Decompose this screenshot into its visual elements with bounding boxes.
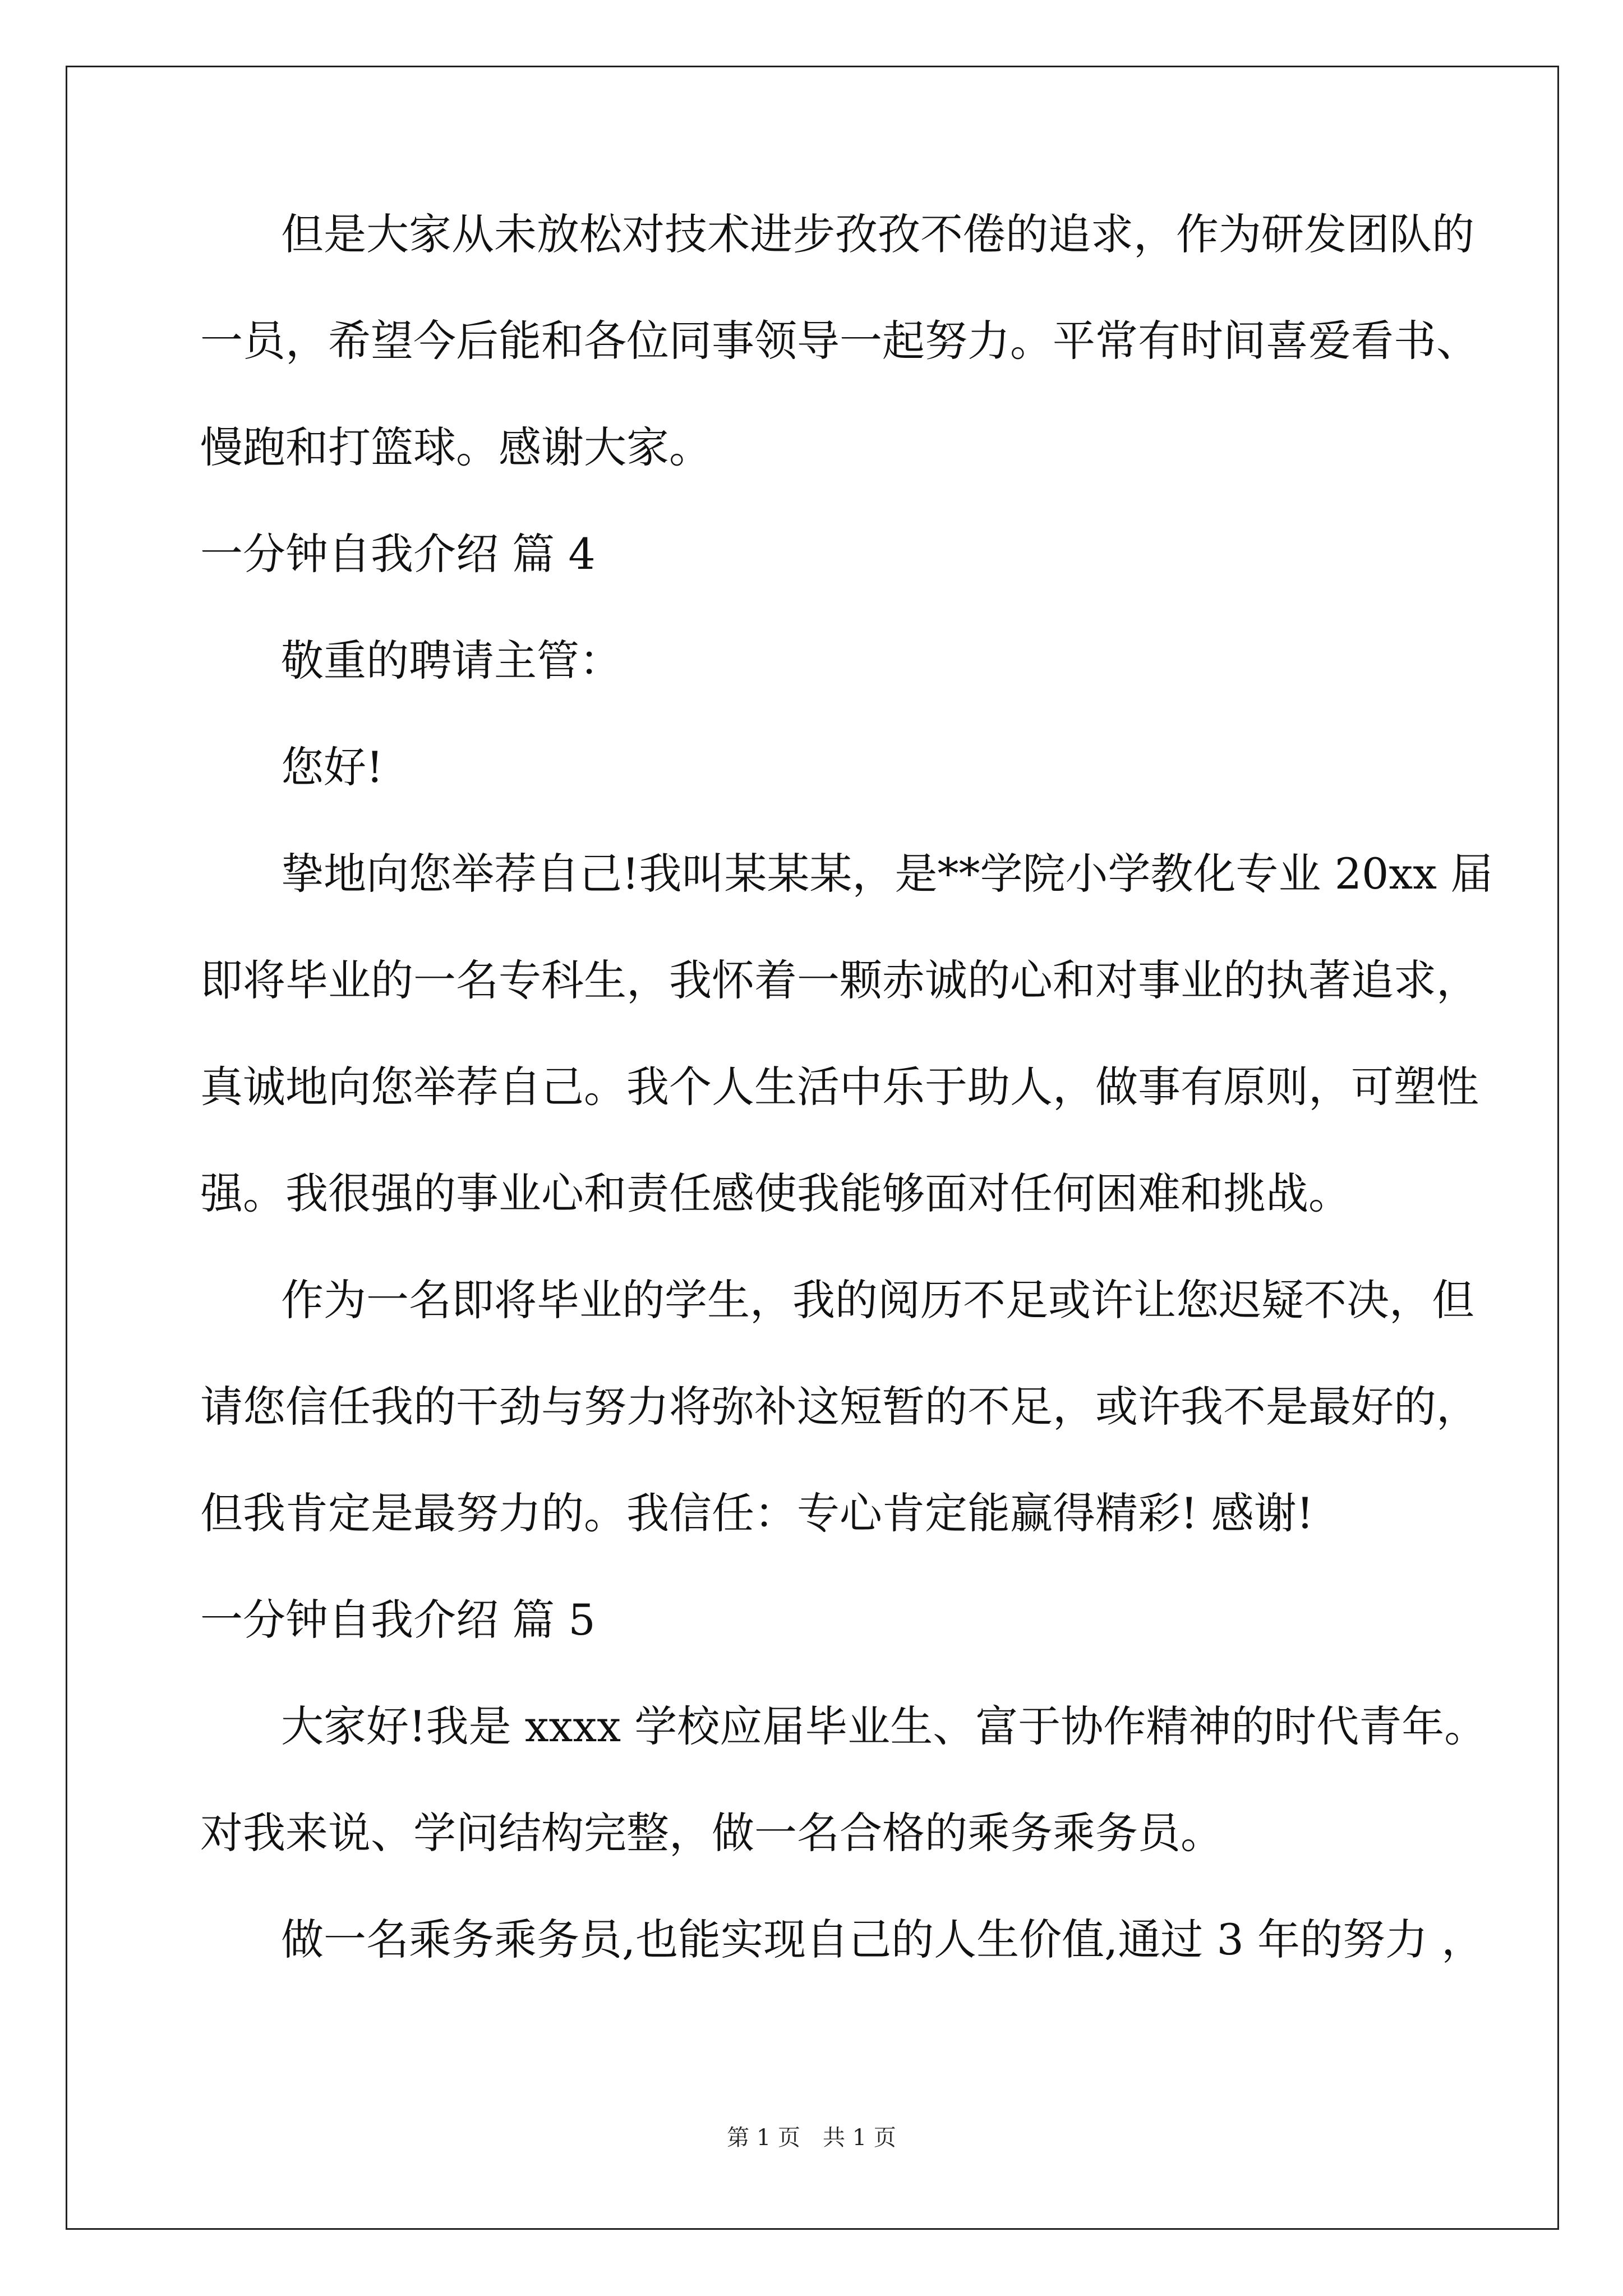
paragraph-line: 大家好!我是 xxxx 学校应届毕业生、富于协作精神的时代青年。 [281, 1701, 1487, 1751]
paragraph-line: 请您信任我的干劲与努力将弥补这短暂的不足，或许我不是最好的， [200, 1382, 1479, 1432]
section-heading-4: 一分钟自我介绍 篇 4 [200, 529, 596, 579]
paragraph-line: 真诚地向您举荐自己。我个人生活中乐于助人，做事有原则，可塑性 [200, 1062, 1479, 1112]
paragraph-line: 挚地向您举荐自己!我叫某某某，是**学院小学教化专业 20xx 届 [281, 849, 1493, 899]
paragraph-line: 对我来说、学问结构完整，做一名合格的乘务乘务员。 [200, 1808, 1223, 1858]
paragraph-line: 但是大家从未放松对技术进步孜孜不倦的追求，作为研发团队的 [281, 209, 1474, 259]
section-heading-5: 一分钟自我介绍 篇 5 [200, 1595, 596, 1645]
page-number-footer: 第 1 页 共 1 页 [727, 2125, 896, 2151]
document-body [200, 209, 1493, 2025]
paragraph-line: 做一名乘务乘务员,也能实现自己的人生价值,通过 3 年的努力 ， [281, 1915, 1484, 1964]
paragraph-line: 作为一名即将毕业的学生，我的阅历不足或许让您迟疑不决，但 [281, 1275, 1474, 1325]
paragraph-line: 强。我很强的事业心和责任感使我能够面对任何困难和挑战。 [200, 1168, 1351, 1218]
salutation: 敬重的聘请主管： [281, 636, 622, 685]
paragraph-line: 但我肯定是最努力的。我信任：专心肯定能赢得精彩! 感谢! [200, 1488, 1314, 1538]
paragraph-line: 慢跑和打篮球。感谢大家。 [200, 422, 712, 472]
paragraph-line: 即将毕业的一名专科生，我怀着一颗赤诚的心和对事业的执著追求， [200, 955, 1479, 1005]
greeting: 您好! [281, 742, 384, 792]
paragraph-line: 一员，希望今后能和各位同事领导一起努力。平常有时间喜爱看书、 [200, 316, 1479, 366]
